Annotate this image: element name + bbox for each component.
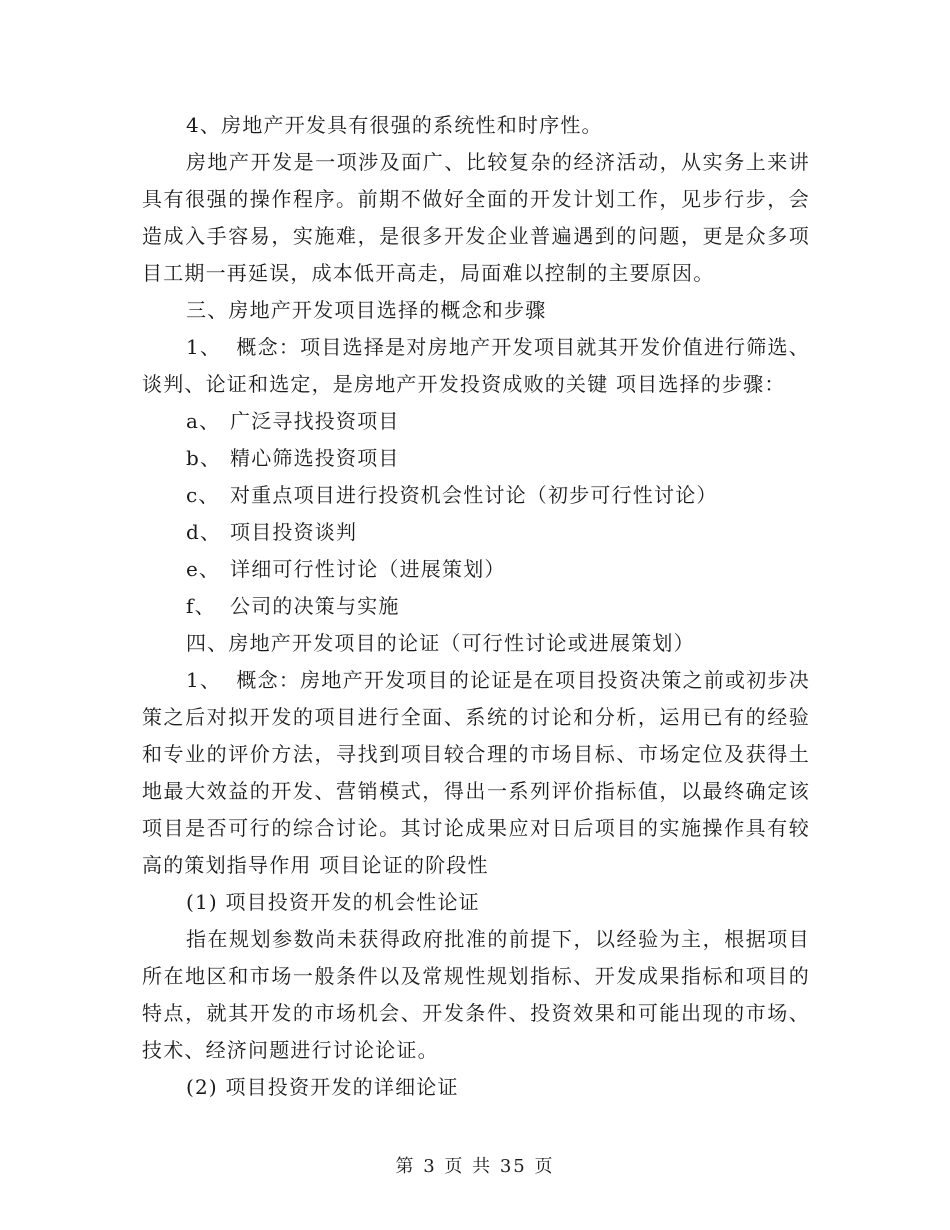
list-item-text: 详细可行性讨论（进展策划） (230, 557, 506, 581)
paragraph-demonstration-concept: 1、 概念：房地产开发项目的论证是在项目投资决策之前或初步决策之后对拟开发的项目进行全面、系统的讨论和分析，运用已有的经验和专业的评价方法，寻找到项目较合理的市场目标、市场定位及获得土地最大效益的开发、营销模式，得出一系列评价指标值，以最终确定该项目是否可行的综合讨论。其讨论成果应对日后项目的实施操作具有较高的策划指导作用 项目论证的阶段性 (142, 668, 810, 877)
list-marker: d、 (186, 520, 222, 544)
list-item-text: 项目投资谈判 (230, 520, 358, 544)
list-item (142, 514, 810, 551)
list-item-text: 精心筛选投资项目 (230, 446, 400, 470)
subheading-opportunity-demonstration: (1) 项目投资开发的机会性论证 (186, 890, 480, 914)
list-marker: f、 (186, 594, 216, 618)
page-number-footer: 第 3 页 共 35 页 (395, 1156, 555, 1177)
paragraph-selection-concept: 1、 概念：项目选择是对房地产开发项目就其开发价值进行筛选、谈判、论证和选定，是房地产开发投资成败的关键 项目选择的步骤： (142, 335, 810, 396)
list-item-text: 对重点项目进行投资机会性讨论（初步可行性讨论） (230, 483, 718, 507)
paragraph-heading-4: 4、房地产开发具有很强的系统性和时序性。 (186, 113, 603, 137)
selection-steps-list (142, 403, 810, 625)
list-item (142, 551, 810, 588)
section-heading-4: 四、房地产开发项目的论证（可行性讨论或进展策划） (186, 631, 695, 655)
list-marker: b、 (186, 446, 222, 470)
list-item (142, 588, 810, 625)
list-marker: e、 (186, 557, 221, 581)
paragraph-opportunity-demonstration: 指在规划参数尚未获得政府批准的前提下，以经验为主，根据项目所在地区和市场一般条件以及常规性规划指标、开发成果指标和项目的特点，就其开发的市场机会、开发条件、投资效果和可能出现的市场、技术、经济问题进行讨论论证。 (142, 927, 810, 1062)
list-marker: a、 (186, 409, 221, 433)
list-item (142, 403, 810, 440)
list-item (142, 477, 810, 514)
list-item-text: 广泛寻找投资项目 (230, 409, 400, 433)
paragraph-development-process: 房地产开发是一项涉及面广、比较复杂的经济活动，从实务上来讲具有很强的操作程序。前期不做好全面的开发计划工作，见步行步，会造成入手容易，实施难，是很多开发企业普遍遇到的问题，更是众多项目工期一再延误，成本低开高走，局面难以控制的主要原因。 (142, 150, 810, 285)
list-item (142, 440, 810, 477)
document-body (142, 107, 810, 1106)
subheading-detailed-demonstration: (2) 项目投资开发的详细论证 (186, 1075, 459, 1099)
section-heading-3: 三、房地产开发项目选择的概念和步骤 (186, 298, 547, 322)
list-marker: c、 (186, 483, 220, 507)
list-item-text: 公司的决策与实施 (230, 594, 400, 618)
